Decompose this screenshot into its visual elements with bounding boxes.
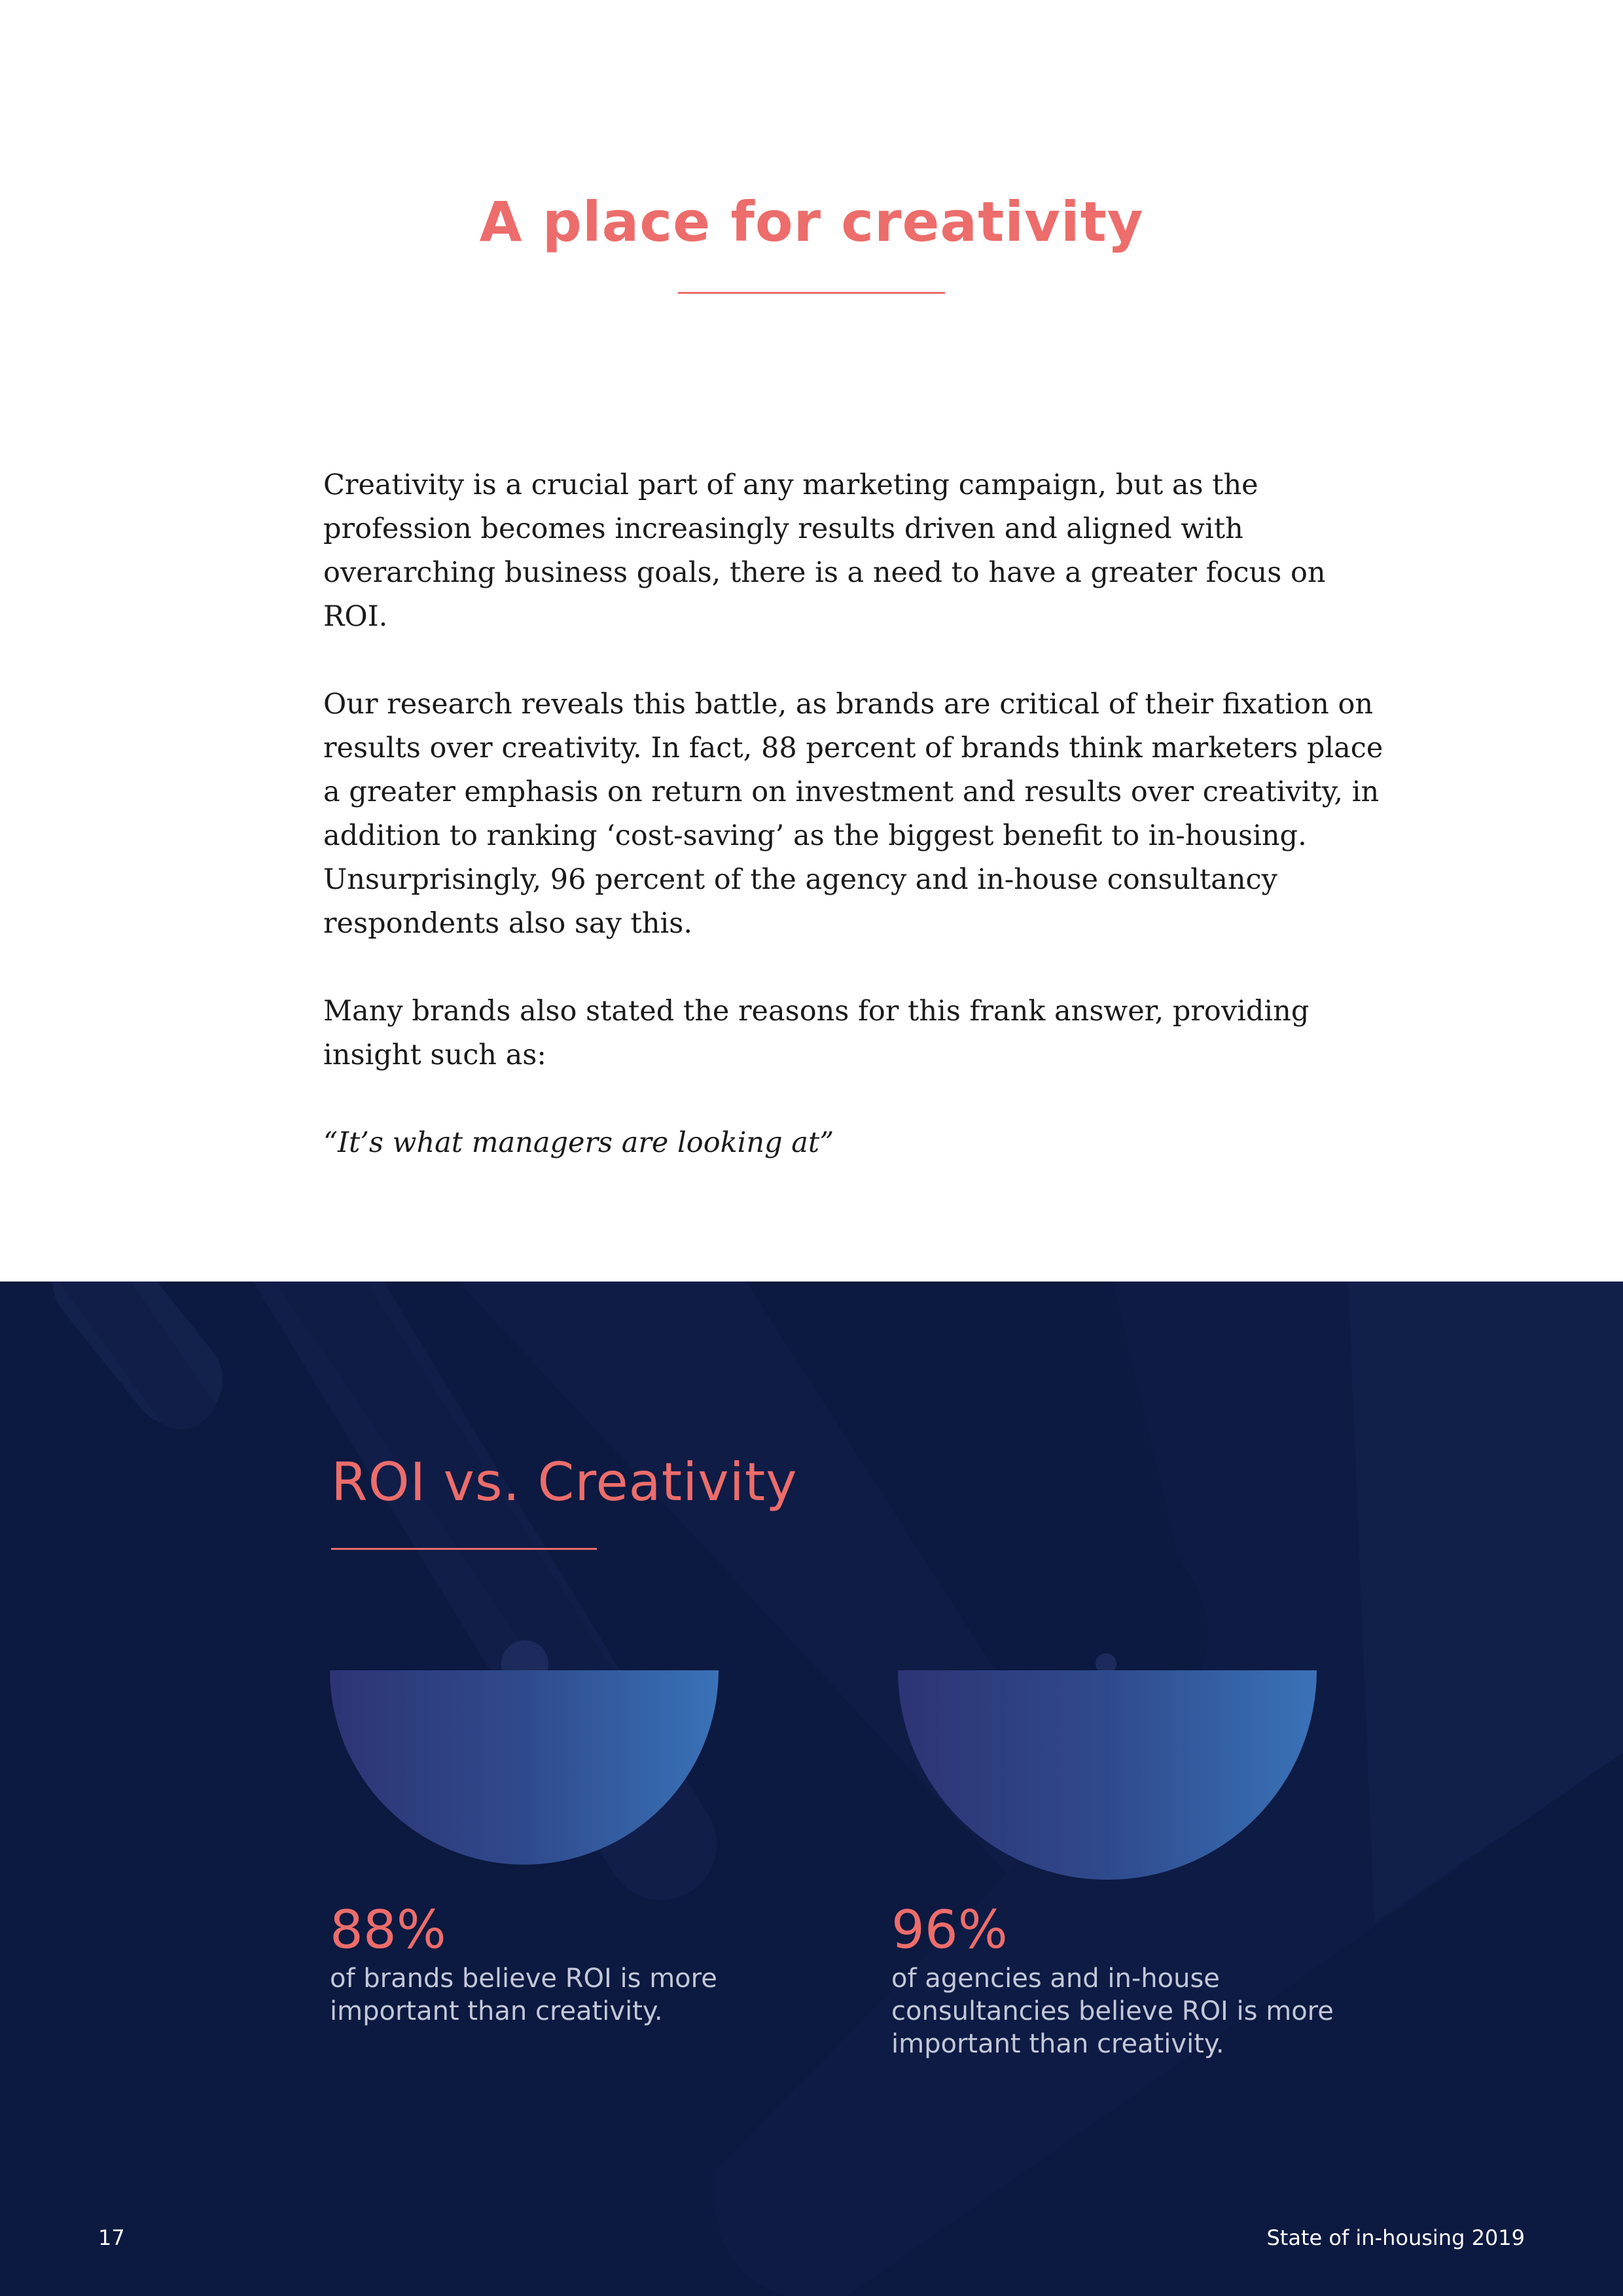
paragraph: Creativity is a crucial part of any marketing campaign, but as the profession becomes increasingly results driven and aligned with overarching business goals, there is a need to have a greater focus on ROI. xyxy=(323,469,1326,633)
quote: “It’s what managers are looking at” xyxy=(323,1126,834,1159)
stat-brands xyxy=(330,1901,775,2028)
infographic-title: ROI vs. Creativity xyxy=(331,1452,798,1513)
paragraph: Our research reveals this battle, as brands are critical of their fixation on results over creativity. In fact, 88 percent of brands think marketers place a greater emphasis on return on investment and results over creativity, in addition to ranking ‘cost-saving’ as the biggest benefit to in-housing. Unsurprisingly, 96 percent of the agency and in-house consultancy respondents also say this. xyxy=(323,688,1383,940)
bowl-icon xyxy=(330,1640,719,1865)
page-number: 17 xyxy=(98,2225,125,2250)
stat-value: 96% xyxy=(891,1899,1008,1960)
page-title: A place for creativity xyxy=(479,190,1144,254)
title-underline xyxy=(678,292,945,294)
bowl-icon xyxy=(898,1653,1317,1880)
stat-agencies xyxy=(891,1901,1336,2060)
bowl-illustrations xyxy=(0,1282,1623,1936)
stat-description: of brands believe ROI is more important than creativity. xyxy=(330,1964,717,2026)
infographic-section xyxy=(0,1282,1623,2296)
paragraph: Many brands also stated the reasons for this frank answer, providing insight such as: xyxy=(323,995,1310,1071)
publication-title: State of in-housing 2019 xyxy=(1266,2225,1525,2250)
stat-value: 88% xyxy=(330,1899,446,1960)
stat-description: of agencies and in-house consultancies believe ROI is more important than creativity. xyxy=(891,1964,1334,2059)
body-text xyxy=(323,463,1383,1165)
